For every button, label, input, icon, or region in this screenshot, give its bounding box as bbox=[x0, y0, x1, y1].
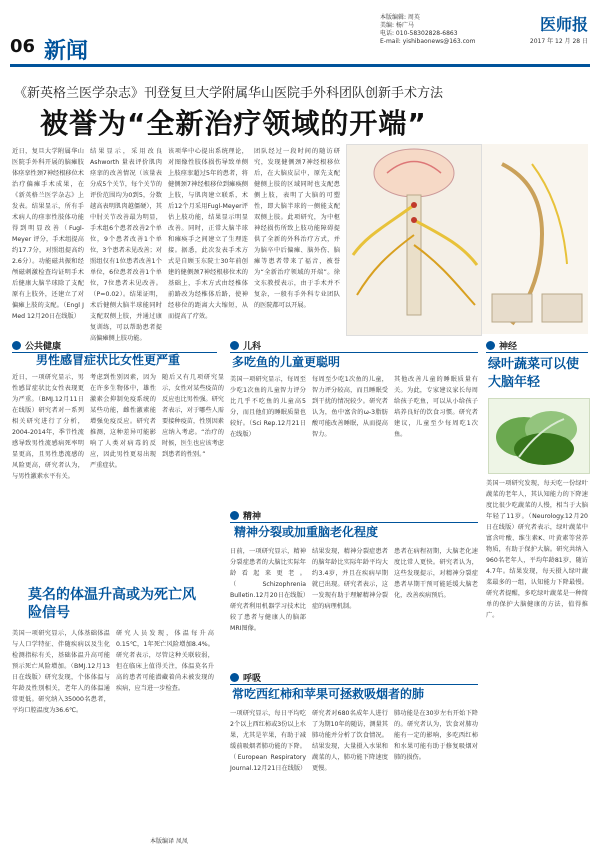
editor-info bbox=[380, 14, 500, 46]
section-rule bbox=[230, 352, 478, 353]
temperature-column-2: 研究人员发现，体温每升高0.15℃，1年死亡风险增加8.4%。研究者表示，尽管这种关联较弱，但在临床上值得关注，体温莫名升高的患者可能潜藏着尚未被发现的疾病，应当进一步检查。 bbox=[116, 630, 214, 692]
section-label: 神经 bbox=[499, 341, 518, 352]
lead-side-illustration bbox=[482, 144, 588, 334]
section-label: 精神 bbox=[243, 511, 262, 522]
anatomy-icon bbox=[347, 145, 481, 335]
temperature-column-1: 美国一项研究显示，人体基础体温与人口学特征、伴随疾病以及生化检测指标有关，基础体温升高可能预示死亡风险增加。（BMJ.12月13日在线版）研究发现，个体体温与年龄及性别相关，老年人的体温通常更低。研究纳入35000名患者，平均口腔温度为36.6℃。 bbox=[12, 630, 110, 714]
public-health-title: 男性感冒症状比女性更严重 bbox=[36, 353, 181, 367]
bullet-icon bbox=[230, 341, 239, 350]
editor-line: 本版编辑: 周英 bbox=[380, 14, 420, 21]
bullet-icon bbox=[230, 673, 239, 682]
leafy-greens-photo bbox=[488, 398, 590, 474]
bullet-icon bbox=[486, 341, 495, 350]
neuro-column-2: 结果发现，精神分裂症患者的脑年龄比实际年龄平均大约3.4岁，并且在疾病早期就已出现。研究者表示，这一发现有助于理解精神分裂症的病理机制。 bbox=[312, 548, 388, 610]
lead-column-2: 结果显示，采用改良 Ashworth 量表评价肌肉痉挛的改善情况（该量表分成5个关节，每个关节的评价范围均为0到5，分数越高表明肌肉越僵硬），其中肘关节改善最为明显，手术组6个患者改善2个单位，9个患者改善1个单位，3个患者未见改善；对照组仅有1位患者改善1个单位，6位患者改善1个单位，7位患者未见改善。（P=0.02）。结果证明，术后健侧大脑半球能同时支配双侧上肢，并通过康复训练，可以帮助患者提高偏瘫侧上肢功能。 bbox=[90, 148, 162, 342]
respiratory-column-3: 肺功能是在30岁左右开始下降的。研究者认为，饮食对肺功能有一定的影响，多吃西红柿和水果可能有助于修复吸烟对肺的损伤。 bbox=[394, 710, 478, 761]
lead-column-1: 近日，复旦大学附属华山医院手外科开展的脑瘫肢体痉挛性颈7神经根移位术治疗偏瘫手术成果，在《新英格兰医学杂志》上发表。结果显示，所有手术病人的痉挛性肢体功能得到明显改善（Fugl-Meyer 评分，手术组提高约17.7分，对照组提高约2.6分）。功能磁共振和经颅磁刺激检查均证明手术后健康大脑半球除了支配原有上肢外，还建立了对偏瘫上肢的支配。（Engl J Med 12月20日在线版） bbox=[12, 148, 84, 320]
neuro-title: 精神分裂或加重脑老化程度 bbox=[234, 525, 379, 539]
issue-date: 2017 年 12 月 28 日 bbox=[529, 38, 588, 45]
public-health-column-1: 近日，一项研究显示，男性感冒症状比女性表现更为严重。（BMJ.12月11日在线版）研究者对一系列相关研究进行了分析，2004-2014年，季节性流感导致男性流感病死率明显更高，且男性患流感的风险更高，研究者认为，与男性激素水平有关。 bbox=[12, 374, 84, 480]
pediatrics-column-3: 其他改善儿童的睡眠质量有关。为此，专家建议家长每周给孩子吃鱼，可以从小给孩子培养良好的饮食习惯。研究者建议，儿童至少每周吃1次鱼。 bbox=[394, 376, 478, 438]
respiratory-column-2: 研究者对680名成年人进行了为期10年的随访，测量其肺功能并分析了饮食情况。结果发现，大量摄入水果和蔬菜的人，肺功能下降速度更慢。 bbox=[312, 710, 388, 772]
page-number: 06 bbox=[10, 36, 36, 57]
neuro-column-3: 患者在病程初期，大脑老化速度比常人更快。研究者认为，这些发现提示，对精神分裂症患者早期干预可能延缓大脑老化，改善疾病预后。 bbox=[394, 548, 478, 599]
section-label: 儿科 bbox=[243, 341, 262, 352]
editor-line: E-mail: yishibaonews@163.com bbox=[380, 38, 476, 45]
header-rule bbox=[10, 64, 590, 67]
nutrition-column: 美国一项研究发现，每天吃一份绿叶蔬菜的老年人，其认知能力的下降速度比很少吃蔬菜的人慢，相当于大脑年轻了11岁。（Neurology.12月20日在线版）研究者表示，绿叶蔬菜中富含叶酸、维生素K、叶黄素等营养物质，有助于保护大脑。研究共纳入960名老年人，平均年龄81岁，随访4.7年。结果发现，每天摄入绿叶蔬菜最多的一组，认知能力下降最慢。研究者提醒，多吃绿叶蔬菜是一种简单的保护大脑健康的方法，值得推广。 bbox=[486, 480, 588, 619]
bullet-icon bbox=[230, 511, 239, 520]
section-bar-neuro bbox=[230, 508, 261, 522]
section-rule bbox=[486, 352, 588, 353]
lead-headline: 被誉为“全新治疗领域的开端” bbox=[40, 107, 427, 140]
pediatrics-title: 多吃鱼的儿童更聪明 bbox=[232, 355, 341, 369]
section-label: 呼吸 bbox=[243, 673, 262, 684]
editor-byline: 本版编译 凤凤 bbox=[150, 838, 188, 845]
lead-kicker: 《新英格兰医学杂志》刊登复旦大学附属华山医院手外科团队创新手术方法 bbox=[14, 86, 444, 101]
pediatrics-column-1: 美国一项研究显示，每周至少吃1次鱼的儿童智力评分比几乎不吃鱼的儿童高5分，而且他们的睡眠质量也较好。（Sci Rep.12月21日在线版） bbox=[230, 376, 306, 438]
section-bar-respiratory bbox=[230, 670, 261, 684]
neuro-column-1: 日前，一项研究显示，精神分裂症患者的大脑比实际年龄看起来更老。（Schizophrenia Bulletin.12月20日在线版）研究者利用机器学习技术比较了患者与健康人的脑部MRI图像。 bbox=[230, 548, 306, 632]
spine-icon bbox=[482, 144, 588, 334]
editor-line: 美编: 杨广马 bbox=[380, 22, 414, 29]
lead-column-4: 团队经过一段时间的随访研究，发现健侧颈7神经根移位后，在大脑皮层中，原先支配健侧上肢的区域同时也支配患侧上肢，表明了大脑的可塑性，即大脑半球的一侧能支配双侧上肢。此项研究，为中枢神经损伤所致上肢功能障碍提供了全新的外科治疗方式，并为脑卒中后偏瘫、脑外伤、脑瘫等患者带来了福音，被誉为“全新治疗领域的开端”。徐文东教授表示，由于手术并不复杂，一般有手外科专业团队的医院都可以开展。 bbox=[254, 148, 340, 309]
respiratory-column-1: 一项研究显示，每日平均吃2个以上西红柿或3份以上水果，尤其是苹果，有助于减缓前吸烟者肺功能的下降。（European Respiratory Journal.12月21日在线版） bbox=[230, 710, 307, 772]
temperature-title: 莫名的体温升高或为死亡风险信号 bbox=[28, 587, 196, 621]
section-bar-nutrition bbox=[486, 338, 517, 352]
leaf-icon bbox=[489, 399, 589, 473]
lead-column-3: 该项华中心提出系统理论，对图像性肢体损伤导致单侧上肢痉挛超过5年的患者，将健侧颈7神经根移位到瘫痪侧上肢，与肌肉建立联系，术后12个月采用Fugl-Meyer评估上肢功能，结果显示明显改善。同时，正常大脑半球和瘫痪手之间建立了生理连接。据悉，此次发表手术方式是自顾玉东院士30年前创建的健侧颈7神经根移位术的基础上，手术方式由经椎体前路改为经椎体后路，使神经移位的距离大大缩短，从而提高了疗效。 bbox=[168, 148, 248, 320]
bullet-icon bbox=[12, 341, 21, 350]
public-health-column-3: 随后又有几项研究显示，女性对某些疫苗的反应也比男性强。研究者表示，对于哪些人需要接种疫苗，性别因素应纳入考虑。“治疗的时候，医生也应该考虑到患者的性别。” bbox=[162, 374, 224, 458]
section-name: 新闻 bbox=[44, 38, 89, 64]
page-header bbox=[0, 0, 600, 62]
section-bar-public-health bbox=[12, 338, 61, 352]
nerve-anatomy-illustration bbox=[346, 144, 482, 336]
pediatrics-column-2: 每周至少吃1次鱼的儿童，智力评分较高，而且睡眠受到干扰的情况较少。研究者认为，鱼中富含的ω-3脂肪酸可能改善睡眠，从而提高智力。 bbox=[312, 376, 388, 438]
public-health-column-2: 考虑到性别因素，因为在许多生物体中，雄性激素会抑制免疫系统的某些功能，雌性激素能增强免疫反应。研究者推测，这种差异可能影响了人类对病毒的反应，因此男性更易出现严重症状。 bbox=[90, 374, 156, 469]
section-label: 公共健康 bbox=[25, 341, 62, 352]
paper-logo: 医师报 bbox=[539, 15, 588, 34]
respiratory-title: 常吃西红柿和苹果可拯救吸烟者的肺 bbox=[232, 687, 425, 701]
editor-line: 电话: 010-58302828-6863 bbox=[380, 30, 458, 37]
section-bar-pediatrics bbox=[230, 338, 261, 352]
section-rule bbox=[230, 684, 478, 685]
section-rule bbox=[230, 522, 478, 523]
nutrition-title: 绿叶蔬菜可以使大脑年轻 bbox=[488, 357, 580, 390]
